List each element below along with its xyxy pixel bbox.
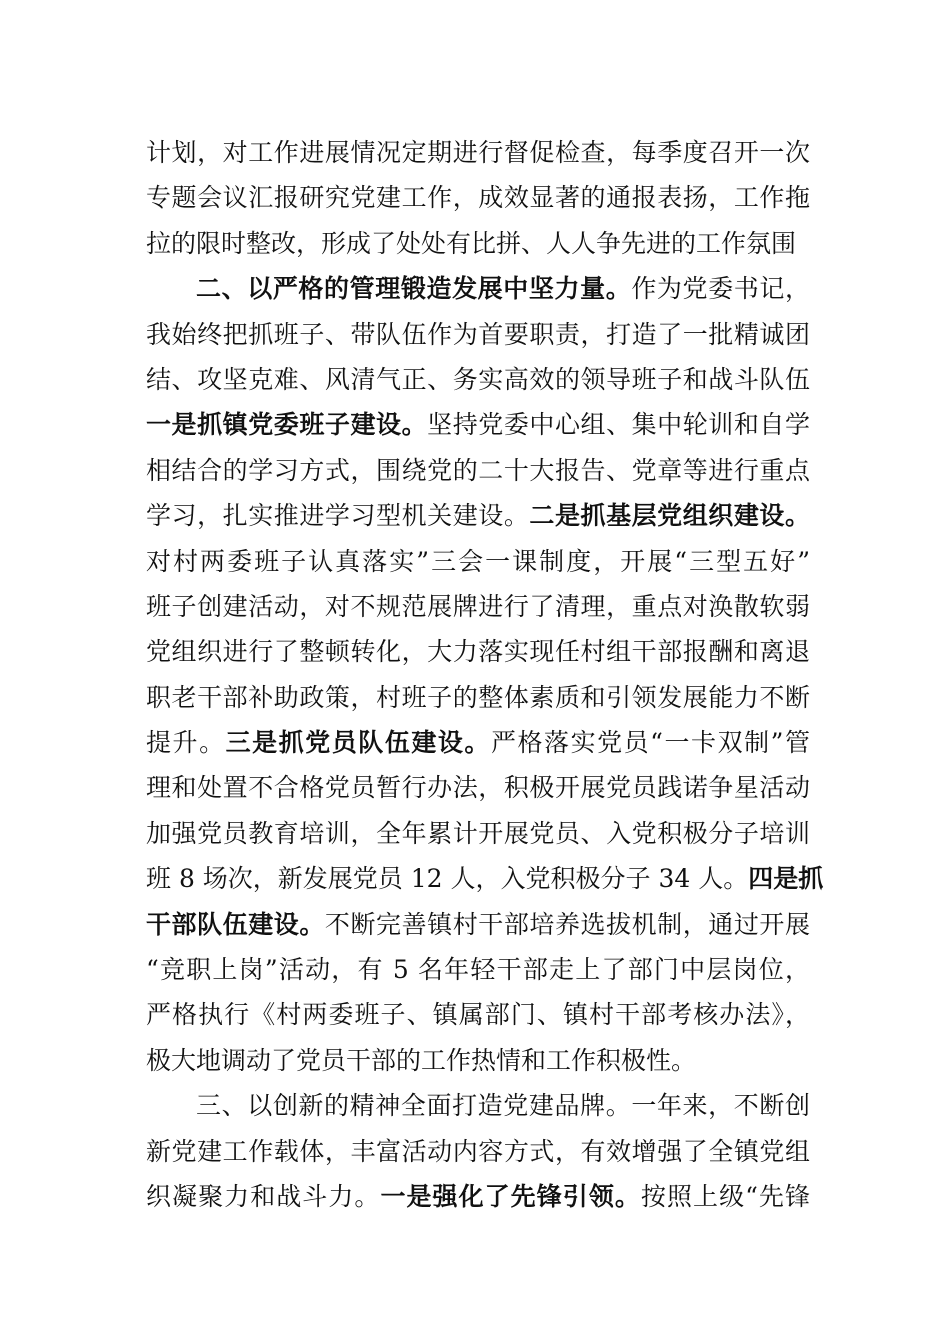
bold-heading-text: 一是强化了先锋引领。	[380, 1181, 641, 1211]
body-text-segment: 新党建工作载体，丰富活动内容方式，有效增强了全镇党组	[146, 1136, 810, 1166]
body-text-segment: 三、以创新的精神全面打造党建品牌。	[196, 1091, 632, 1121]
body-text-segment: 按照上级“先锋	[640, 1181, 810, 1211]
body-text-segment: 对村两委班子认真落实”三会一课制度，开展“三型五好”	[146, 546, 810, 576]
body-text-segment: 一年来，不断创	[631, 1091, 810, 1121]
body-text-segment: 不断完善镇村干部培养选拔机制，通过开展	[324, 909, 810, 939]
text-line	[146, 539, 810, 584]
body-text-segment: 提升。	[146, 728, 226, 758]
body-text-segment: 学习，扎实推进学习型机关建设。	[146, 501, 530, 531]
body-text-segment: 严格执行《村两委班子、镇属部门、镇村干部考核办法》，	[146, 1000, 810, 1030]
body-text	[146, 130, 824, 1219]
body-text-segment: 计划，对工作进展情况定期进行督促检查，每季度召开一次	[146, 138, 810, 167]
text-line	[146, 130, 810, 175]
bold-heading-text: 二、以严格的管理锻造发展中坚力量。	[196, 274, 632, 304]
text-line	[146, 629, 810, 674]
body-text-segment: 专题会议汇报研究党建工作，成效显著的通报表扬，工作拖	[146, 183, 810, 213]
text-line	[146, 765, 810, 810]
body-text-segment: 坚持党委中心组、集中轮训和自学	[427, 410, 810, 440]
text-line	[146, 1174, 810, 1219]
body-text-segment: 结、攻坚克难、风清气正、务实高效的领导班子和战斗队伍	[146, 364, 810, 394]
body-text-segment: 班 8 场次，新发展党员 12 人，入党积极分子 34 人。	[146, 864, 749, 894]
body-text-segment: 我始终把抓班子、带队伍作为首要职责，打造了一批精诚团	[146, 319, 810, 349]
body-text-segment: 作为党委书记，	[631, 274, 810, 304]
body-text-segment: 党组织进行了整顿转化，大力落实现任村组干部报酬和离退	[146, 637, 810, 667]
text-line	[146, 1083, 810, 1128]
text-line	[146, 947, 810, 992]
body-text-segment: 班子创建活动，对不规范展牌进行了清理，重点对涣散软弱	[146, 591, 810, 621]
body-text-segment: 加强党员教育培训，全年累计开展党员、入党积极分子培训	[146, 818, 810, 848]
body-text-segment: 相结合的学习方式，围绕党的二十大报告、党章等进行重点	[146, 455, 810, 485]
body-text-segment: 织凝聚力和战斗力。	[146, 1181, 381, 1211]
text-line	[146, 312, 810, 357]
bold-heading-text: 四是抓	[748, 864, 824, 894]
body-text-segment: 严格落实党员“一卡双制”管	[490, 728, 810, 758]
text-line	[146, 584, 810, 629]
bold-heading-text: 二是抓基层党组织建设。	[529, 501, 810, 531]
text-line	[146, 720, 810, 765]
text-line	[146, 1129, 810, 1174]
bold-heading-text: 三是抓党员队伍建设。	[225, 728, 491, 758]
body-text-segment: 拉的限时整改，形成了处处有比拼、人人争先进的工作氛围	[146, 228, 797, 258]
text-line	[146, 402, 810, 447]
text-line	[146, 266, 810, 311]
body-text-segment: 理和处置不合格党员暂行办法，积极开展党员践诺争星活动	[146, 773, 810, 803]
text-line	[146, 493, 810, 538]
text-line	[146, 675, 810, 720]
body-text-segment: “竞职上岗”活动，有 5 名年轻干部走上了部门中层岗位，	[146, 955, 810, 985]
body-text-segment: 极大地调动了党员干部的工作热情和工作积极性。	[146, 1045, 697, 1075]
text-line	[146, 992, 810, 1037]
text-line	[146, 221, 810, 266]
text-line	[146, 1038, 810, 1083]
text-line	[146, 856, 824, 901]
bold-heading-text: 干部队伍建设。	[146, 909, 325, 939]
text-line	[146, 448, 810, 493]
body-text-segment: 职老干部补助政策，村班子的整体素质和引领发展能力不断	[146, 682, 810, 712]
bold-heading-text: 一是抓镇党委班子建设。	[146, 410, 428, 440]
text-line	[146, 902, 810, 947]
text-line	[146, 357, 810, 402]
text-line	[146, 175, 810, 220]
text-line	[146, 811, 810, 856]
